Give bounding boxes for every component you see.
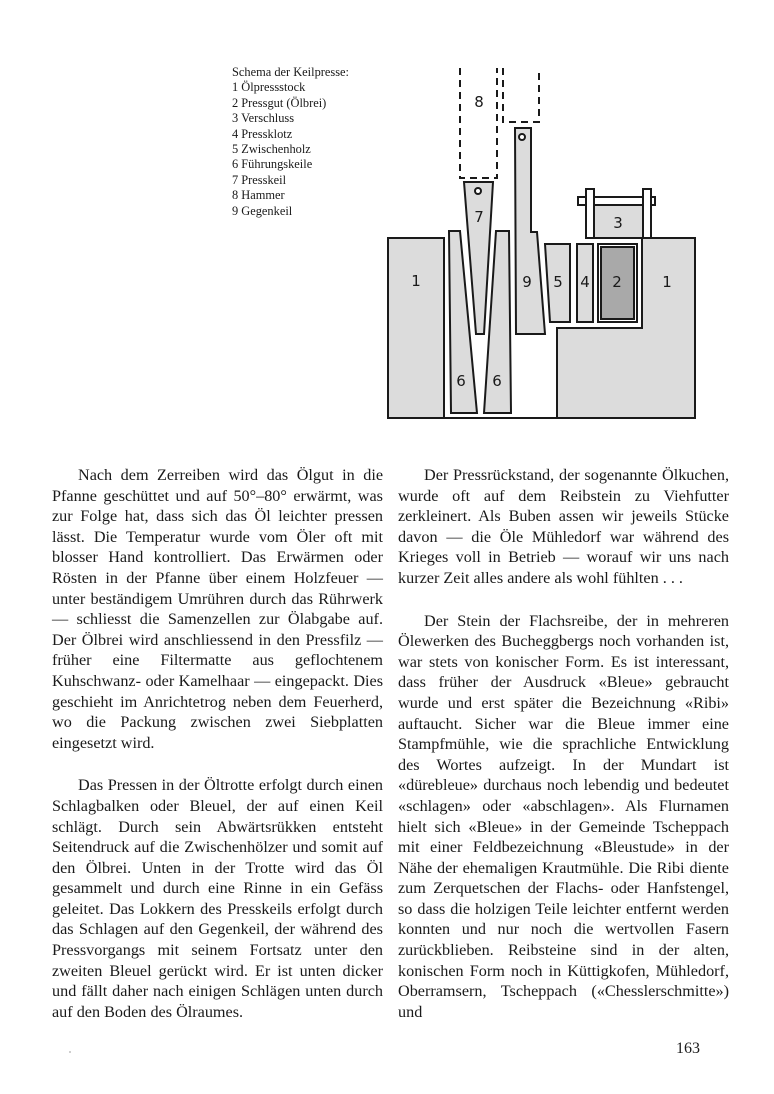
label-verschluss: 3 (613, 214, 623, 232)
legend-item: 7 Presskeil (232, 172, 287, 187)
label-hammer: 8 (474, 93, 484, 111)
legend-item: 2 Pressgut (Ölbrei) (232, 95, 327, 110)
paragraph: Der Pressrückstand, der sogenannte Ölkuchen, wurde oft auf dem Reibstein zu Viehfutter zerkleinert. Als Buben assen wir jeweils Stücke davon — die Öle Mühledorf war während des Krieges voll in Betrieb — worauf wir uns nach kurzer Zeit alles andere als wohl fühlten . . . (398, 466, 729, 587)
wedge-press-diagram (385, 60, 697, 422)
paragraph: Nach dem Zerreiben wird das Ölgut in die Pfanne geschüttet und auf 50°–80° erwärmt, was zur Folge hat, dass sich das Öl leichter pressen lässt. Die Temperatur wurde vom Öler oft mit blosser Hand kontrolliert. Das Erwärmen oder Rösten in der Pfanne über einem Holzfeuer — unter beständigem Umrühren durch das Rührwerk — schliesst die Samenzellen zur Ölabgabe auf. Der Ölbrei wird anschliessend in den Pressfilz — früher eine Filtermatte aus geflochtenem Kuhschwanz- oder Kamelhaar — eingepackt. Dies geschieht im Anrichtetrog neben dem Feuerherd, wo die Packung zwischen zwei Siebplatten eingesetzt wird. (52, 466, 383, 752)
legend-item: 1 Ölpressstock (232, 80, 306, 95)
text-column-right (398, 465, 729, 1022)
figure-legend (232, 65, 349, 219)
legend-item: 8 Hammer (232, 188, 285, 203)
legend-item: 5 Zwischenholz (232, 142, 311, 157)
label-pressgut: 2 (612, 273, 622, 291)
paragraph: Der Stein der Flachsreibe, der in mehreren Ölewerken des Bucheggbergs noch vorhanden ist, war stets von konischer Form. Es ist interessant, dass früher der Ausdruck «Bleue» gebraucht wurde und erst später die Bezeichnung «Ribi» auftaucht. Sicher war die Bleue immer eine Stampfmühle, wie die sprachliche Entwicklung des Wortes aufzeigt. In der Mundart ist «dürebleue» durchaus noch lebendig und bedeutet «schlagen» oder «abschlagen». Als Flurnamen hielt sich «Bleue» in der Gemeinde Tscheppach mit einer Feldbezeichnung «Bleustude» in der Nähe der ehemaligen Krautmühle. Die Ribi diente zum Zerquetschen der Flachs- oder Hanfstengel, so dass die holzigen Teile leichter entfernt werden konnten und nur noch die wertvollen Fasern zurückblieben. Reibsteine sind in der alten, konischen Form noch in Küttigkofen, Mühledorf, Oberramsern, Tscheppach («Chesslerschmitte») und (398, 611, 729, 1021)
label-block-right: 1 (662, 273, 672, 291)
legend-item: 3 Verschluss (232, 111, 295, 126)
text-column-left (52, 465, 383, 1022)
scan-speck (69, 1051, 71, 1053)
legend-title: Schema der Keilpresse: (232, 65, 349, 79)
label-pressklotz: 4 (580, 273, 590, 291)
label-zwischenholz: 5 (553, 273, 563, 291)
legend-item: 6 Führungskeile (232, 157, 313, 172)
label-gegenkeil: 9 (522, 273, 532, 291)
label-block-left: 1 (411, 272, 421, 290)
oil-press-block-left (388, 238, 444, 418)
legend-item: 4 Pressklotz (232, 126, 293, 141)
legend-item: 9 Gegenkeil (232, 203, 293, 218)
paragraph: Das Pressen in der Öltrotte erfolgt durch einen Schlagbalken oder Bleuel, der auf einen Keil schlägt. Durch sein Abwärtsrükken entsteht Seitendruck auf die Zwischenhölzer und somit auf den Ölbrei. Unten in der Trotte wird das Öl gesammelt und durch eine Rinne in ein Gefäss geleitet. Das Lokkern des Presskeils erfolgt durch das Schlagen auf den Gegenkeil, der während des Pressvorgangs mit seinem Fortsatz unter den zweiten Bleuel gerückt wird. Er ist unten dicker und fällt daher nach einigen Schlägen unten durch auf den Boden des Ölraumes. (52, 776, 383, 1021)
counter-wedge (515, 128, 545, 334)
label-fuehrungskeil-right: 6 (492, 372, 502, 390)
label-presskeil: 7 (474, 208, 484, 226)
label-fuehrungskeil-left: 6 (456, 372, 466, 390)
page-number: 163 (676, 1040, 700, 1057)
